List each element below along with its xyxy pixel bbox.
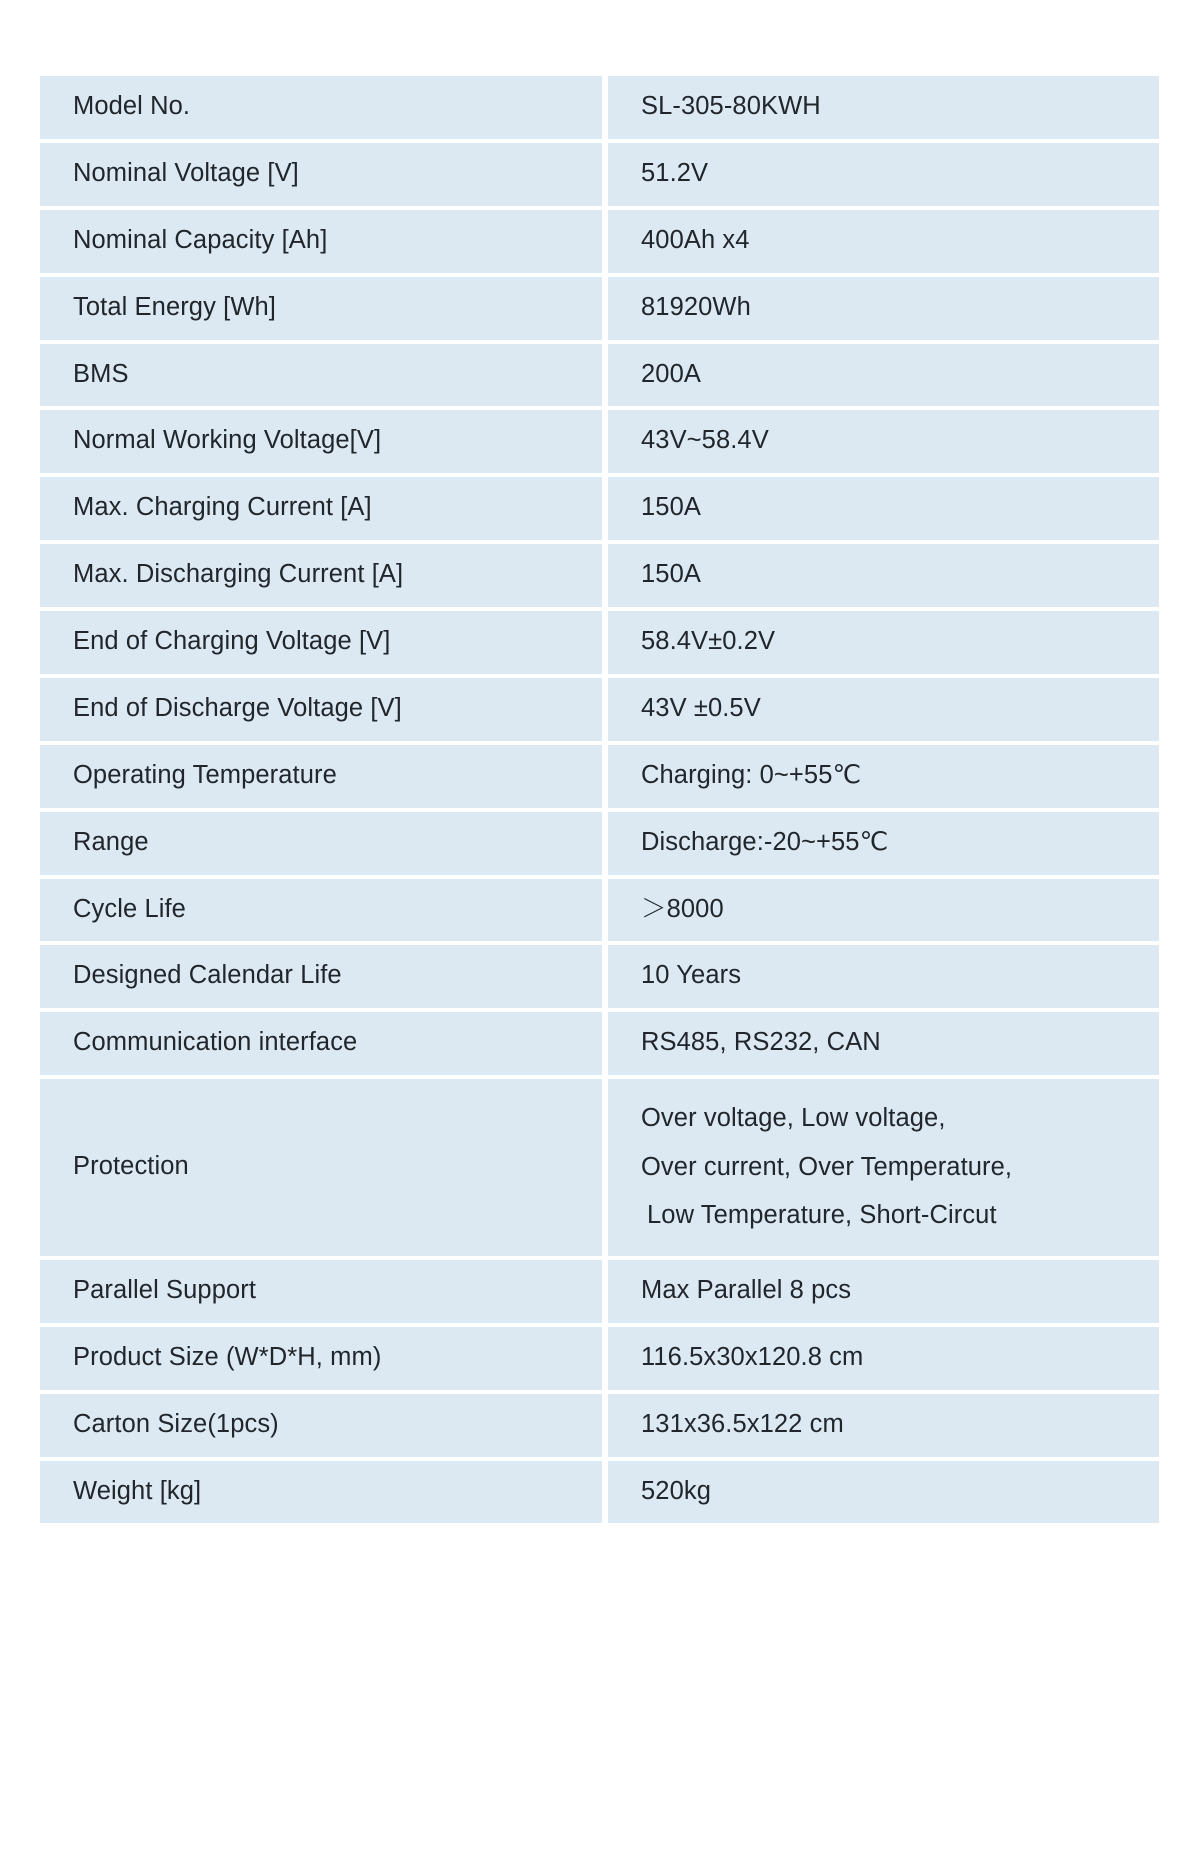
row-value: 81920Wh (608, 277, 1159, 340)
row-value: 43V ±0.5V (608, 678, 1159, 741)
row-label: Normal Working Voltage[V] (40, 410, 602, 473)
row-value: 58.4V±0.2V (608, 611, 1159, 674)
table-row (40, 143, 1159, 206)
row-value: 200A (608, 344, 1159, 407)
row-value: RS485, RS232, CAN (608, 1012, 1159, 1075)
table-row (40, 277, 1159, 340)
row-value: SL-305-80KWH (608, 76, 1159, 139)
row-label: Model No. (40, 76, 602, 139)
row-label: Weight [kg] (40, 1461, 602, 1524)
table-row (40, 1394, 1159, 1457)
table-row (40, 1260, 1159, 1323)
row-label: Nominal Capacity [Ah] (40, 210, 602, 273)
row-value: Discharge:-20~+55℃ (608, 812, 1159, 875)
row-label: BMS (40, 344, 602, 407)
row-label: Product Size (W*D*H, mm) (40, 1327, 602, 1390)
table-row (40, 544, 1159, 607)
row-value: 51.2V (608, 143, 1159, 206)
row-label: Operating Temperature (40, 745, 602, 808)
row-label: End of Discharge Voltage [V] (40, 678, 602, 741)
row-label: Protection (40, 1079, 602, 1256)
table-row (40, 76, 1159, 139)
row-label: Range (40, 812, 602, 875)
table-row (40, 1012, 1159, 1075)
row-label: Parallel Support (40, 1260, 602, 1323)
row-label: End of Charging Voltage [V] (40, 611, 602, 674)
table-row (40, 611, 1159, 674)
row-label: Communication interface (40, 1012, 602, 1075)
table-row (40, 812, 1159, 875)
row-value: 43V~58.4V (608, 410, 1159, 473)
specification-table (40, 72, 1159, 1527)
table-row (40, 1461, 1159, 1524)
row-label: Cycle Life (40, 879, 602, 942)
table-row (40, 745, 1159, 808)
row-label: Max. Discharging Current [A] (40, 544, 602, 607)
table-row (40, 210, 1159, 273)
protection-line-1: Over voltage, Low voltage, (641, 1104, 946, 1133)
table-row-protection (40, 1079, 1159, 1256)
row-value: 131x36.5x122 cm (608, 1394, 1159, 1457)
row-value: 400Ah x4 (608, 210, 1159, 273)
row-label: Total Energy [Wh] (40, 277, 602, 340)
table-row (40, 410, 1159, 473)
row-value: Max Parallel 8 pcs (608, 1260, 1159, 1323)
row-value: 150A (608, 544, 1159, 607)
row-label: Carton Size(1pcs) (40, 1394, 602, 1457)
protection-line-2: Over current, Over Temperature, (641, 1152, 1013, 1181)
row-value: Charging: 0~+55℃ (608, 745, 1159, 808)
row-value: 116.5x30x120.8 cm (608, 1327, 1159, 1390)
row-label: Nominal Voltage [V] (40, 143, 602, 206)
table-row (40, 945, 1159, 1008)
table-row (40, 344, 1159, 407)
protection-line-3: Low Temperature, Short-Circut (647, 1201, 997, 1230)
row-value: ＞8000 (608, 879, 1159, 942)
row-value: 10 Years (608, 945, 1159, 1008)
table-row (40, 1327, 1159, 1390)
row-value: 150A (608, 477, 1159, 540)
table-row (40, 477, 1159, 540)
row-value-multiline (608, 1079, 1159, 1256)
row-value: 520kg (608, 1461, 1159, 1524)
row-label: Designed Calendar Life (40, 945, 602, 1008)
table-row (40, 879, 1159, 942)
table-row (40, 678, 1159, 741)
row-label: Max. Charging Current [A] (40, 477, 602, 540)
